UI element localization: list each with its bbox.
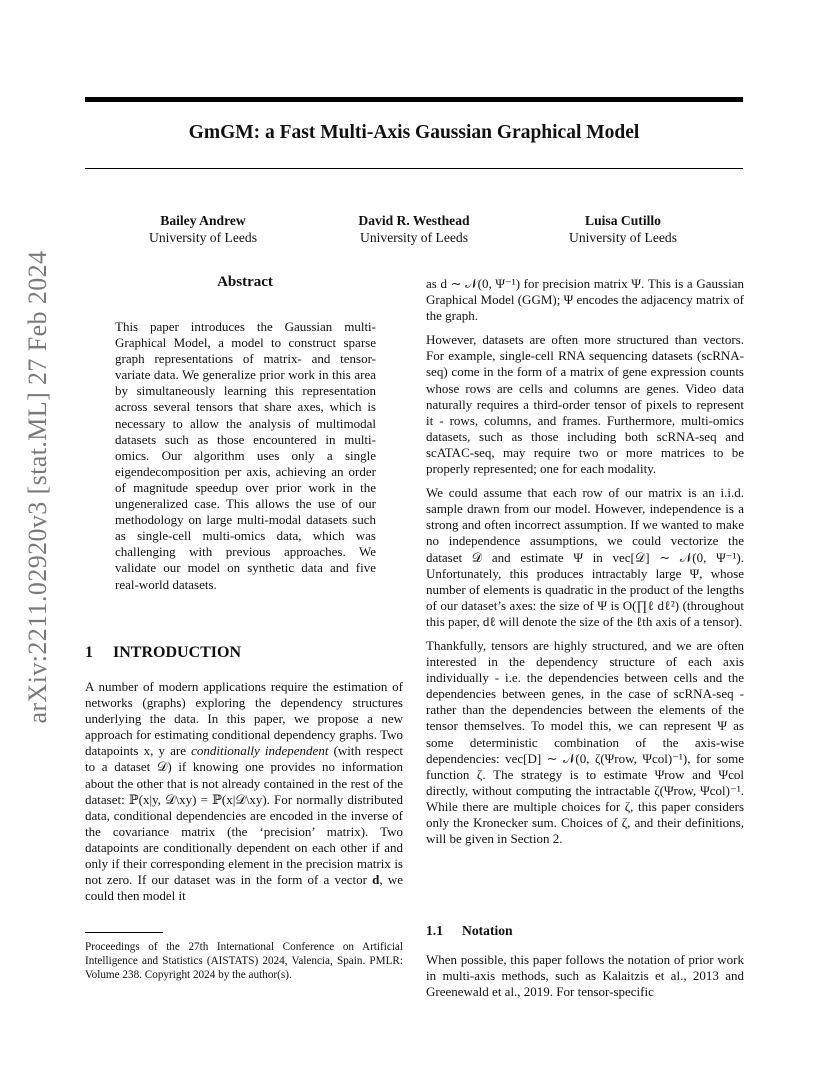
author-2 [314,212,514,246]
author-name: Luisa Cutillo [585,213,661,228]
paper-title: GmGM: a Fast Multi-Axis Gaussian Graphical Model [188,122,640,143]
author-3 [523,212,723,246]
section-title: INTRODUCTION [113,644,242,661]
intro-text: (with respect to a dataset 𝒟) if knowing one provides no information about the other that is not already contained in the rest of the dataset: ℙ(x|y, 𝒟\xy) = ℙ(x|𝒟\xy). For normally distributed data, conditional dependencies are encoded in the inverse of the covariance matrix (the ‘precision’ matrix). Two datapoints are conditionally dependent on each other if and only if their corresponding element in the precision matrix is not zero. If our dataset was in the form of a vector [85,743,403,888]
author-name: Bailey Andrew [160,213,246,228]
title-top-rule [85,97,743,102]
section-heading-introduction [85,644,241,662]
footnote-rule [85,932,163,933]
footnote: Proceedings of the 27th International Conference on Artificial Intelligence and Statistics (AISTATS) 2024, Valencia, Spain. PMLR: Volume 238. Copyright 2024 by the author(s). [85,941,403,981]
author-name: David R. Westhead [358,213,470,228]
arxiv-id: arXiv:2211.02920v3 [stat.ML] 27 Feb 2024 [23,250,52,724]
author-affiliation: University of Leeds [360,230,468,245]
body-paragraph: We could assume that each row of our matrix is an i.i.d. sample drawn from our model. However, independence is a strong and often incorrect assumption. If we wanted to make no independence assumptions, we could vectorize the dataset 𝒟 and estimate Ψ in vec[𝒟] ∼ 𝒩(0, Ψ⁻¹). Unfortunately, this produces intractably large Ψ, whose number of elements is quadratic in the product of the lengths of our dataset’s axes: the size of Ψ is O(∏ℓ dℓ²) (throughout this paper, dℓ will denote the size of the ℓth axis of a tensor). [426,485,744,629]
author-affiliation: University of Leeds [569,230,677,245]
author-affiliation: University of Leeds [149,230,257,245]
subsection-title: Notation [462,923,513,938]
subsection-heading-notation [426,923,513,939]
title-bottom-rule [85,168,743,169]
author-1 [103,212,303,246]
intro-emphasis: conditionally independent [191,743,329,759]
body-paragraph: as d ∼ 𝒩(0, Ψ⁻¹) for precision matrix Ψ. This is a Gaussian Graphical Model (GGM); Ψ encodes the adjacency matrix of the graph. [426,276,744,324]
abstract-heading: Abstract [217,274,273,290]
body-paragraph: Thankfully, tensors are highly structured, and we are often interested in the dependency structure of each axis individually - i.e. the dependencies between cells and the dependencies between genes, in the case of scRNA-seq - rather than the dependencies between the elements of the tensor themselves. To model this, we can represent Ψ as some deterministic combination of the axis-wise dependencies: vec[D] ∼ 𝒩(0, ζ(Ψrow, Ψcol)⁻¹), for some function ζ. The strategy is to estimate Ψrow and Ψcol directly, without computing the intractable ζ(Ψrow, Ψcol)⁻¹. While there are multiple choices for ζ, this paper considers only the Kronecker sum. Choices of ζ, and their definitions, will be given in Section 2. [426,637,744,847]
subsection-number: 1.1 [426,923,443,938]
notation-paragraph: When possible, this paper follows the notation of prior work in multi-axis methods, such as Kalaitzis et al., 2013 and Greenewald et al., 2019. For tensor-specific [426,952,744,1000]
intro-vector-symbol: d [372,872,380,888]
intro-text: , we could then model it [85,872,403,904]
abstract-text: This paper introduces the Gaussian multi-Graphical Model, a model to construct sparse graph representations of matrix- and tensor-variate data. We generalize prior work in this area by simultaneously learning this representation across several tensors that share axes, which is necessary to allow the analysis of multimodal datasets such as those encountered in multi-omics. Our algorithm uses only a single eigendecomposition per axis, achieving an order of magnitude speedup over prior work in the ungeneralized case. This allows the use of our methodology on large multi-modal datasets such as single-cell multi-omics data, which was challenging with previous approaches. We validate our model on synthetic data and five real-world datasets. [115,319,376,592]
section-number: 1 [85,644,93,661]
arxiv-margin-stamp [18,250,58,724]
intro-text: A number of modern applications require the estimation of networks (graphs) exploring the dependency structures underlying the data. In this paper, we propose a new approach for estimating conditional dependency graphs. Two datapoints x, y are [85,679,403,759]
right-column [426,276,744,855]
intro-paragraph [85,679,403,904]
body-paragraph: However, datasets are often more structured than vectors. For example, single-cell RNA sequencing datasets (scRNA-seq) come in the form of a matrix of gene expression counts whose rows are cells and columns are genes. Video data naturally requires a third-order tensor of pixels to represent it - rows, columns, and frames. Furthermore, multi-omics datasets, such as those including both scRNA-seq and scATAC-seq, may require two or more matrices to be properly represented; one for each modality. [426,332,744,477]
